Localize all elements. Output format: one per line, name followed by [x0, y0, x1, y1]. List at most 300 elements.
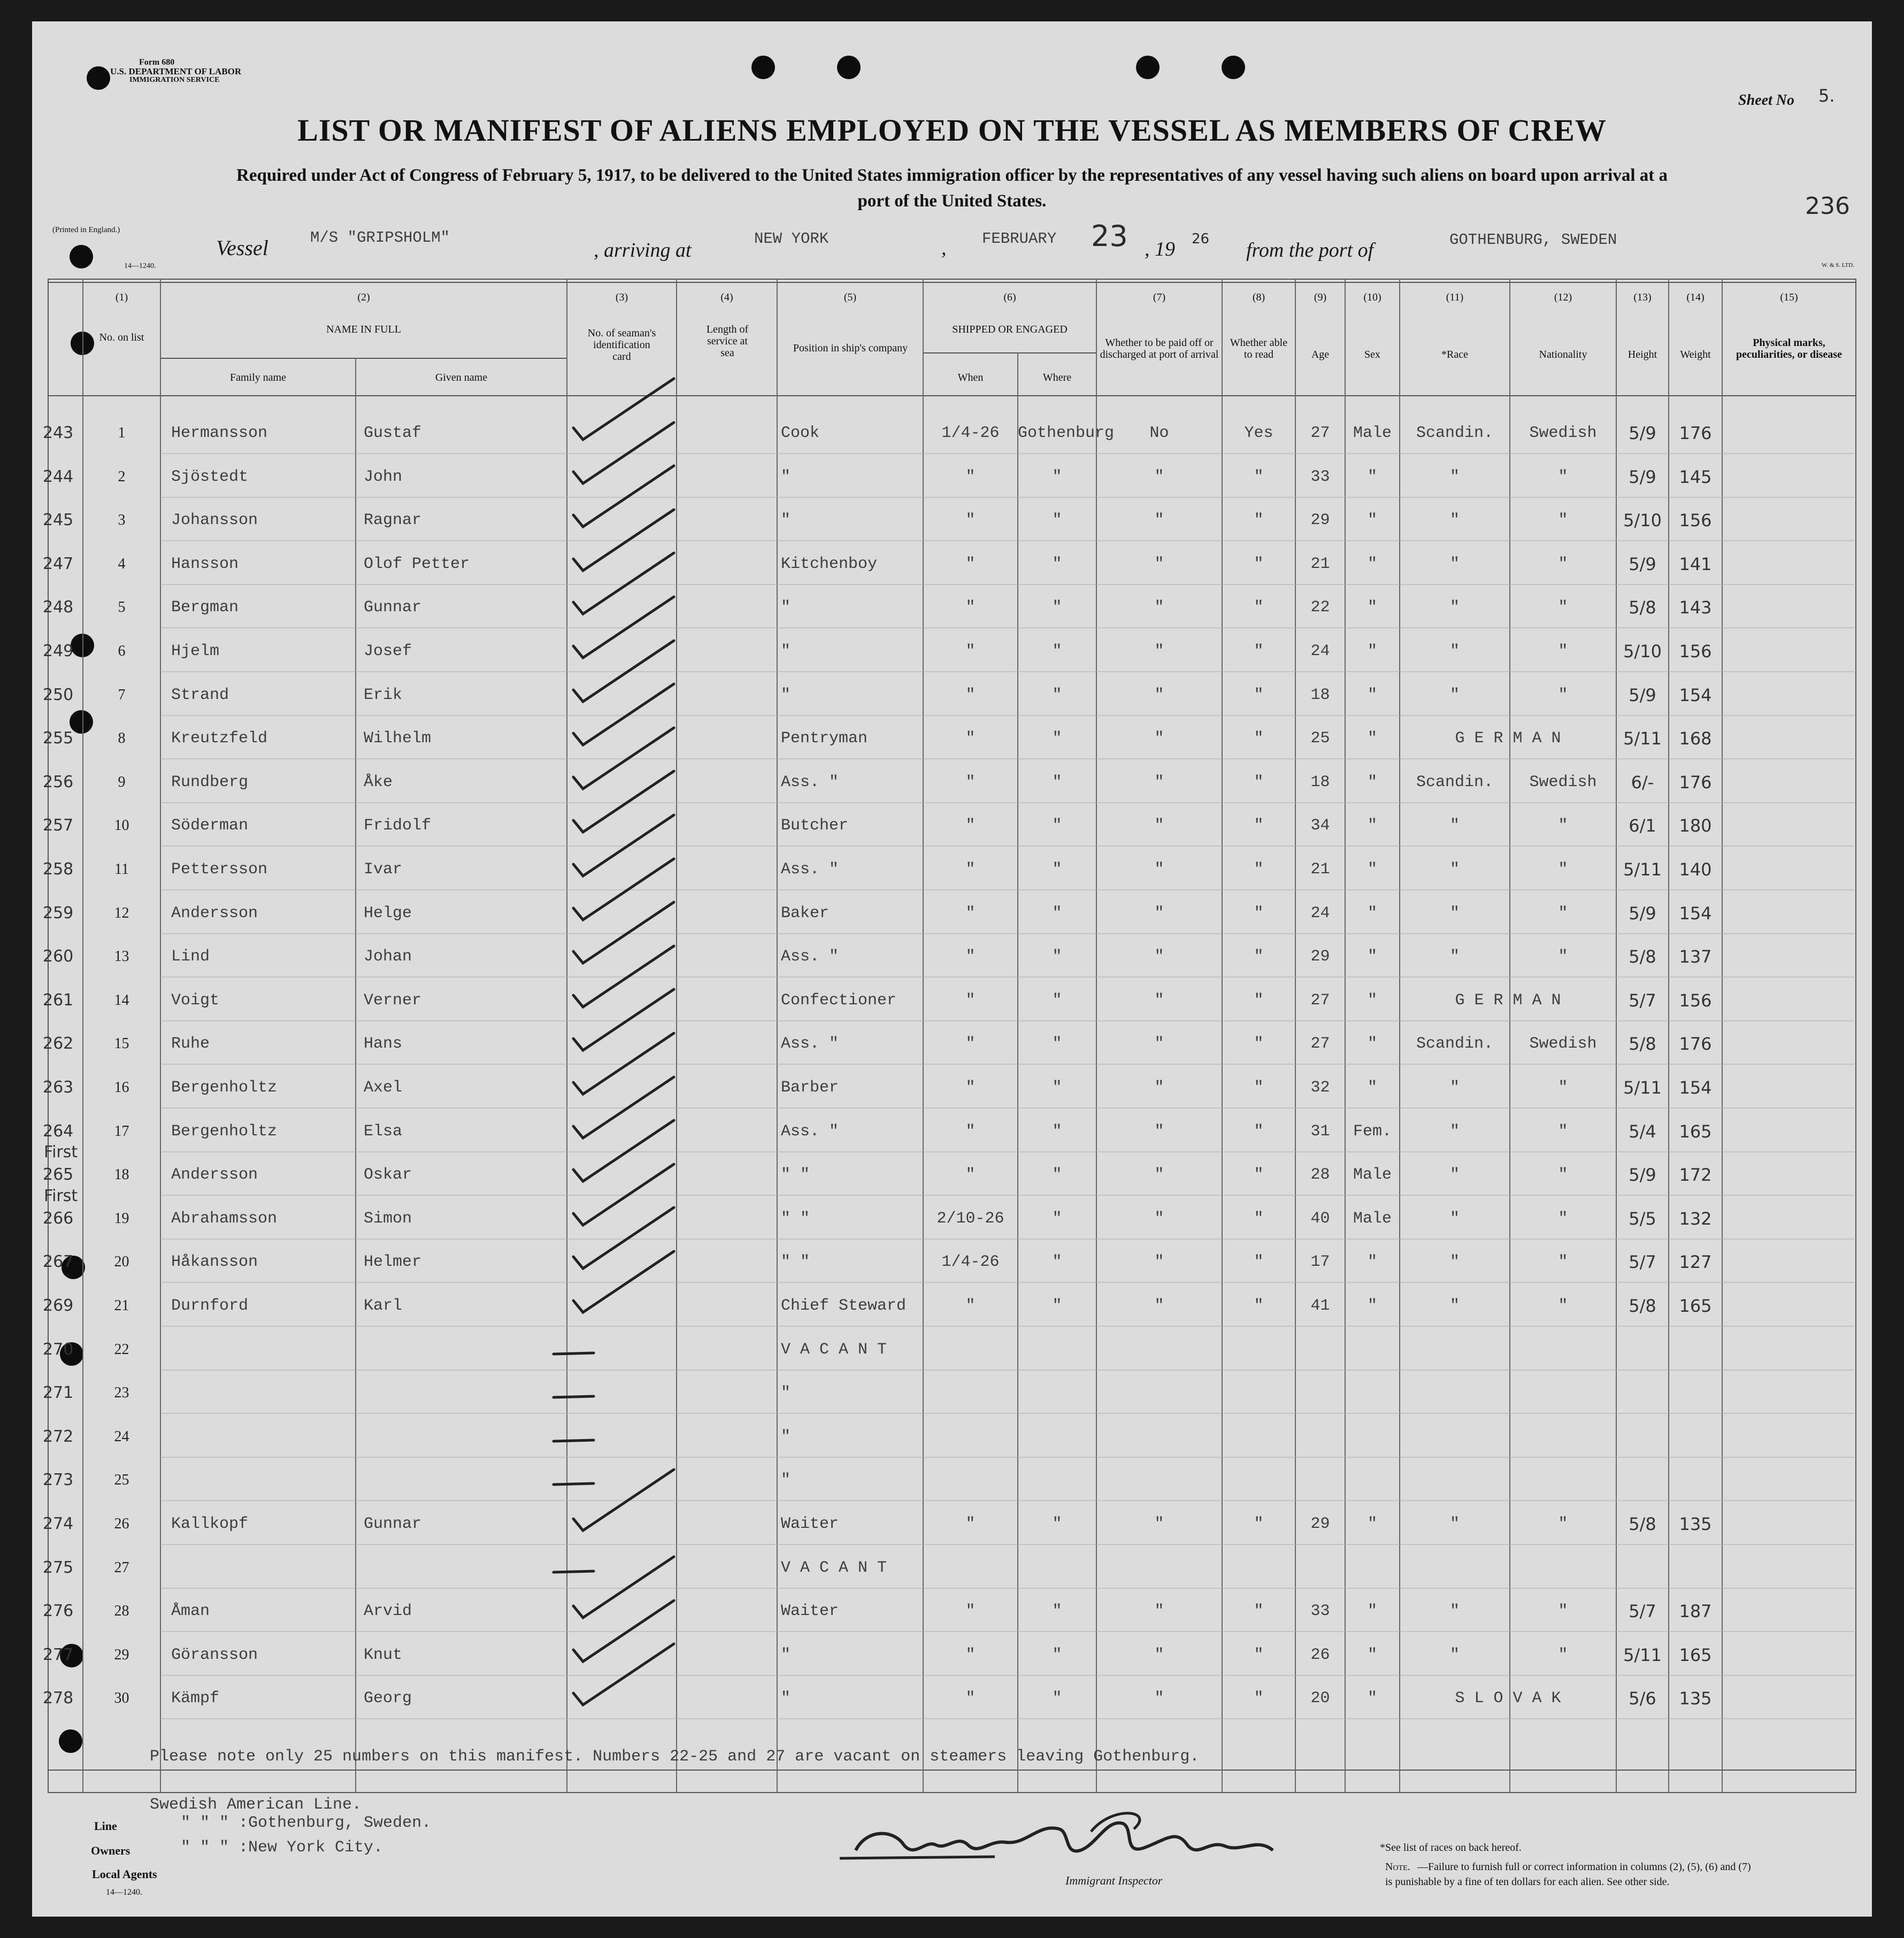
no-cell: 2 [118, 468, 126, 485]
when-cell: " [965, 817, 976, 835]
family-cell: Håkansson [171, 1253, 258, 1271]
sex-cell: " [1367, 817, 1377, 835]
sex-cell: " [1367, 1253, 1377, 1271]
given-cell: Axel [364, 1079, 403, 1097]
race-cell: " [1449, 948, 1460, 966]
read-cell: " [1254, 1646, 1264, 1664]
race-cell: " [1449, 860, 1460, 879]
position-cell: Confectioner [781, 991, 897, 1010]
age-cell: 20 [1310, 1689, 1330, 1708]
weight-cell: 154 [1679, 903, 1712, 924]
height-cell: 5/7 [1629, 1601, 1656, 1621]
check-mark [573, 902, 674, 963]
read-cell: " [1254, 1515, 1264, 1533]
col13-number: (13) [1633, 291, 1652, 303]
reference-number: 273 [43, 1471, 74, 1489]
reference-number: 278 [43, 1689, 74, 1708]
sex-cell: Fem. [1353, 1122, 1392, 1141]
family-cell: Bergenholtz [171, 1122, 278, 1141]
family-cell: Sjöstedt [171, 468, 249, 486]
reference-number: 274 [43, 1514, 74, 1533]
paid-cell: " [1154, 1646, 1164, 1664]
nationality-cell: " [1558, 817, 1568, 835]
no-cell: 13 [114, 948, 129, 965]
race-cell: " [1449, 511, 1460, 529]
when-cell: 1/4-26 [941, 1253, 1000, 1271]
sex-cell: " [1367, 511, 1377, 529]
col5-header: Position in ship's company [793, 342, 908, 354]
manifest-sheet [32, 21, 1872, 1917]
family-cell: Ruhe [171, 1035, 210, 1053]
given-cell: Elsa [364, 1122, 403, 1141]
dash-mark [554, 1571, 594, 1572]
given-cell: Gunnar [364, 598, 422, 617]
reference-number: 264 [43, 1122, 74, 1141]
where-cell: " [1052, 511, 1062, 529]
height-cell: 5/9 [1629, 1165, 1656, 1185]
printer-mark: W. & S. LTD. [1822, 262, 1854, 268]
no-cell: 5 [118, 599, 126, 616]
reference-number: 259 [43, 904, 74, 922]
form-code: 14—1240. [124, 262, 156, 270]
reference-number: 266 [43, 1209, 74, 1228]
sex-cell: " [1367, 1689, 1377, 1708]
no-cell: 20 [114, 1253, 129, 1270]
no-cell: 29 [114, 1647, 129, 1663]
check-mark [573, 1644, 674, 1705]
department: U.S. DEPARTMENT OF LABOR [110, 66, 242, 76]
family-cell: Hermansson [171, 424, 268, 442]
read-cell: Yes [1244, 424, 1273, 442]
paid-cell: " [1154, 642, 1164, 660]
when-cell: " [965, 511, 976, 529]
sex-cell: " [1367, 991, 1377, 1010]
where-cell: " [1052, 598, 1062, 617]
no-cell: 8 [118, 730, 126, 747]
position-cell: " [781, 686, 791, 704]
nationality-cell: " [1558, 1210, 1568, 1228]
owners-label: Owners [91, 1844, 130, 1857]
family-cell: Durnford [171, 1297, 249, 1315]
reference-number: 277 [43, 1645, 74, 1664]
nationality-cell: Swedish [1529, 424, 1597, 442]
nationality-cell: " [1558, 598, 1568, 617]
when-cell: 2/10-26 [936, 1210, 1004, 1228]
sex-cell: " [1367, 1602, 1377, 1620]
weight-cell: 168 [1679, 728, 1712, 749]
reference-number: 275 [43, 1558, 74, 1577]
paid-cell: " [1154, 1210, 1164, 1228]
weight-cell: 180 [1679, 816, 1712, 836]
no-cell: 6 [118, 643, 126, 659]
check-mark [573, 946, 674, 1007]
when-cell: " [965, 1297, 976, 1315]
reference-number: 243 [43, 424, 74, 442]
read-cell: " [1254, 1253, 1264, 1271]
paid-cell: " [1154, 598, 1164, 617]
races-note: *See list of races on back hereof. [1380, 1842, 1522, 1854]
race-cell: " [1449, 1166, 1460, 1184]
col2a-header: Family name [230, 372, 286, 383]
paid-cell: " [1154, 1515, 1164, 1533]
position-cell: Baker [781, 904, 830, 922]
paid-cell: " [1154, 686, 1164, 704]
nationality-cell: " [1558, 904, 1568, 922]
race-cell: Scandin. [1416, 773, 1494, 791]
race-cell: " [1449, 1297, 1460, 1315]
col12-number: (12) [1554, 291, 1572, 303]
given-cell: Ragnar [364, 511, 422, 529]
age-cell: 33 [1310, 1602, 1330, 1620]
race-cell: " [1449, 686, 1460, 704]
position-cell: " " [781, 1166, 810, 1184]
col15-header: Physical marks, peculiarities, or disease [1736, 337, 1842, 360]
sex-cell: " [1367, 1297, 1377, 1315]
check-mark [573, 1557, 674, 1618]
subtitle-line-2: port of the United States. [857, 191, 1047, 211]
check-mark [573, 1601, 674, 1662]
position-cell: Ass. " [781, 773, 839, 791]
check-mark [573, 1077, 674, 1138]
no-cell: 23 [114, 1385, 129, 1401]
sheet-number: 5. [1818, 86, 1835, 106]
manifest-note: Please note only 25 numbers on this manifest. Numbers 22-25 and 27 are vacant on steamers leaving Gothenburg. [150, 1748, 1200, 1766]
check-mark [573, 510, 674, 571]
sex-cell: " [1367, 948, 1377, 966]
paid-cell: " [1154, 1079, 1164, 1097]
given-cell: Helge [364, 904, 412, 922]
col2-number: (2) [357, 291, 370, 303]
read-cell: " [1254, 1689, 1264, 1708]
no-cell: 3 [118, 512, 126, 528]
weight-cell: 156 [1679, 510, 1712, 530]
reference-number: 248 [43, 598, 74, 617]
when-cell: " [965, 1646, 976, 1664]
weight-cell: 140 [1679, 859, 1712, 880]
nationality-cell: " [1558, 1122, 1568, 1141]
given-cell: Georg [364, 1689, 412, 1708]
read-cell: " [1254, 511, 1264, 529]
family-cell: Bergenholtz [171, 1079, 278, 1097]
height-cell: 5/7 [1629, 990, 1656, 1011]
weight-cell: 137 [1679, 947, 1712, 967]
nationality-cell: " [1558, 468, 1568, 486]
family-cell: Göransson [171, 1646, 258, 1664]
when-cell: " [965, 1602, 976, 1620]
given-cell: Arvid [364, 1602, 412, 1620]
no-cell: 4 [118, 556, 126, 572]
height-cell: 6/- [1631, 772, 1654, 793]
reference-number: 256 [43, 773, 74, 791]
age-cell: 18 [1310, 686, 1330, 704]
family-cell: Hansson [171, 555, 239, 573]
col9-number: (9) [1314, 291, 1327, 303]
given-cell: Helmer [364, 1253, 422, 1271]
where-cell: " [1052, 860, 1062, 879]
family-cell: Abrahamsson [171, 1210, 278, 1228]
col14-number: (14) [1686, 291, 1705, 303]
year-prefix: , 19 [1145, 238, 1175, 260]
read-cell: " [1254, 991, 1264, 1010]
weight-cell: 176 [1679, 772, 1712, 793]
where-cell: " [1052, 904, 1062, 922]
weight-cell: 154 [1679, 685, 1712, 705]
where-cell: " [1052, 817, 1062, 835]
nationality-cell: " [1558, 555, 1568, 573]
when-cell: " [965, 1689, 976, 1708]
vessel-label: Vessel [216, 236, 268, 260]
no-cell: 9 [118, 774, 126, 790]
age-cell: 17 [1310, 1253, 1330, 1271]
col2b-header: Given name [435, 372, 488, 383]
position-cell: Butcher [781, 817, 849, 835]
family-cell: Bergman [171, 598, 239, 617]
nationality-cell: " [1558, 1079, 1568, 1097]
age-cell: 25 [1310, 729, 1330, 748]
weight-cell: 156 [1679, 641, 1712, 662]
race-cell: " [1449, 468, 1460, 486]
nationality-cell: Swedish [1529, 1035, 1597, 1053]
position-cell: " [781, 468, 791, 486]
year-suffix: 26 [1192, 231, 1210, 247]
no-cell: 18 [114, 1166, 129, 1183]
sex-cell: " [1367, 1035, 1377, 1053]
subtitle-line-1: Required under Act of Congress of February 5, 1917, to be delivered to the United States immigration officer by the representatives of any vessel having such aliens on board upon arrival at a [236, 166, 1668, 185]
nationality-cell: " [1558, 860, 1568, 879]
where-cell: " [1052, 1297, 1062, 1315]
age-cell: 28 [1310, 1166, 1330, 1184]
read-cell: " [1254, 1035, 1264, 1053]
reference-number: 247 [43, 555, 74, 573]
given-cell: Åke [364, 773, 393, 791]
position-cell: " " [781, 1210, 810, 1228]
read-cell: " [1254, 1079, 1264, 1097]
nationality-cell: " [1558, 1166, 1568, 1184]
check-mark [573, 859, 674, 920]
position-cell: " [781, 1689, 791, 1708]
height-cell: 5/7 [1629, 1252, 1656, 1272]
arriving-label: , arriving at [594, 239, 692, 262]
where-cell: Gothenburg [1018, 424, 1115, 442]
age-cell: 27 [1310, 424, 1330, 442]
weight-cell: 145 [1679, 467, 1712, 487]
weight-cell: 165 [1679, 1121, 1712, 1142]
race-cell: " [1449, 1122, 1460, 1141]
col1-number: (1) [115, 291, 128, 303]
where-cell: " [1052, 642, 1062, 660]
check-mark [573, 597, 674, 658]
form-number: Form 680 [139, 58, 175, 67]
height-cell: 5/11 [1623, 1078, 1662, 1098]
position-cell: Ass. " [781, 860, 839, 879]
note-text-2: is punishable by a fine of ten dollars for each alien. See other side. [1385, 1876, 1670, 1888]
position-cell: " [781, 1428, 791, 1446]
paid-cell: No [1149, 424, 1169, 442]
paid-cell: " [1154, 1035, 1164, 1053]
age-cell: 32 [1310, 1079, 1330, 1097]
when-cell: " [965, 686, 976, 704]
check-mark [573, 815, 674, 876]
no-cell: 14 [114, 992, 129, 1009]
age-cell: 27 [1310, 1035, 1330, 1053]
position-cell: Ass. " [781, 1122, 839, 1141]
height-cell: 5/10 [1623, 641, 1662, 662]
age-cell: 29 [1310, 511, 1330, 529]
check-mark [573, 466, 674, 527]
col7-header: Whether to be paid off or discharged at port of arrival [1100, 337, 1219, 360]
age-cell: 24 [1310, 642, 1330, 660]
height-cell: 5/11 [1623, 859, 1662, 880]
family-cell: Strand [171, 686, 229, 704]
given-cell: Josef [364, 642, 412, 660]
read-cell: " [1254, 468, 1264, 486]
height-cell: 5/9 [1629, 554, 1656, 574]
given-cell: Hans [364, 1035, 403, 1053]
col11-number: (11) [1446, 291, 1464, 303]
height-cell: 5/8 [1629, 1034, 1656, 1054]
read-cell: " [1254, 1122, 1264, 1141]
no-cell: 12 [114, 905, 129, 921]
reference-number: 263 [43, 1078, 74, 1097]
footer-form-code: 14—1240. [106, 1888, 142, 1897]
given-cell: Verner [364, 991, 422, 1010]
reference-number: 244 [43, 467, 74, 486]
where-cell: " [1052, 1210, 1062, 1228]
given-cell: Ivar [364, 860, 403, 879]
given-cell: Karl [364, 1297, 403, 1315]
paid-cell: " [1154, 555, 1164, 573]
weight-cell: 132 [1679, 1209, 1712, 1229]
nationality-cell: " [1558, 1602, 1568, 1620]
note-text-1: —Failure to furnish full or correct information in columns (2), (5), (6) and (7) [1417, 1861, 1751, 1873]
nationality-cell: " [1558, 1646, 1568, 1664]
read-cell: " [1254, 904, 1264, 922]
reference-number: 257 [43, 816, 74, 835]
reference-number: 249 [43, 642, 74, 660]
no-cell: 1 [118, 425, 126, 441]
paid-cell: " [1154, 511, 1164, 529]
col11-header: *Race [1441, 349, 1468, 360]
check-mark [573, 684, 674, 745]
race-cell: " [1449, 1253, 1460, 1271]
position-cell: Kitchenboy [781, 555, 878, 573]
race-cell: Scandin. [1416, 1035, 1494, 1053]
given-cell: Erik [364, 686, 403, 704]
position-cell: " [781, 598, 791, 617]
col1-header: No. on list [99, 332, 144, 343]
nationality-cell: " [1558, 1253, 1568, 1271]
read-cell: " [1254, 1602, 1264, 1620]
paid-cell: " [1154, 729, 1164, 748]
inspector-label: Immigrant Inspector [1065, 1874, 1163, 1887]
note-label: Note. [1385, 1861, 1410, 1873]
family-cell: Andersson [171, 1166, 258, 1184]
when-cell: " [965, 729, 976, 748]
col4-header: Length of service at sea [706, 324, 749, 359]
read-cell: " [1254, 555, 1264, 573]
when-cell: " [965, 598, 976, 617]
read-cell: " [1254, 729, 1264, 748]
read-cell: " [1254, 773, 1264, 791]
read-cell: " [1254, 817, 1264, 835]
height-cell: 5/8 [1629, 1296, 1656, 1316]
where-cell: " [1052, 1515, 1062, 1533]
check-mark [573, 422, 674, 483]
weight-cell: 135 [1679, 1514, 1712, 1534]
reference-number: 255 [43, 729, 74, 748]
where-cell: " [1052, 1602, 1062, 1620]
col10-header: Sex [1364, 349, 1380, 360]
position-cell: Pentryman [781, 729, 868, 748]
paid-cell: " [1154, 904, 1164, 922]
col13-header: Height [1627, 349, 1657, 360]
no-cell: 21 [114, 1297, 129, 1314]
no-cell: 26 [114, 1516, 129, 1532]
reference-number: 272 [43, 1427, 74, 1446]
when-cell: " [965, 1166, 976, 1184]
given-cell: Fridolf [364, 817, 432, 835]
paid-cell: " [1154, 860, 1164, 879]
family-cell: Kreutzfeld [171, 729, 268, 748]
nationality-cell: " [1558, 1515, 1568, 1533]
age-cell: 33 [1310, 468, 1330, 486]
nationality-cell: " [1558, 686, 1568, 704]
paid-cell: " [1154, 1122, 1164, 1141]
paid-cell: " [1154, 1602, 1164, 1620]
read-cell: " [1254, 860, 1264, 879]
age-cell: 41 [1310, 1297, 1330, 1315]
given-cell: Johan [364, 948, 412, 966]
family-cell: Hjelm [171, 642, 220, 660]
read-cell: " [1254, 686, 1264, 704]
paid-cell: " [1154, 817, 1164, 835]
height-cell: 5/6 [1629, 1688, 1656, 1709]
when-cell: " [965, 555, 976, 573]
reference-number: 276 [43, 1602, 74, 1620]
race-cell: Scandin. [1416, 424, 1494, 442]
family-cell: Voigt [171, 991, 220, 1010]
weight-cell: 165 [1679, 1645, 1712, 1665]
paid-cell: " [1154, 1253, 1164, 1271]
col6-header: SHIPPED OR ENGAGED [952, 324, 1068, 335]
race-cell: " [1449, 1646, 1460, 1664]
where-cell: " [1052, 1166, 1062, 1184]
no-cell: 11 [114, 861, 129, 878]
no-cell: 27 [114, 1559, 129, 1576]
col3-number: (3) [615, 291, 628, 303]
age-cell: 22 [1310, 598, 1330, 617]
no-cell: 17 [114, 1123, 129, 1140]
race-cell: " [1449, 555, 1460, 573]
inspector-signature [834, 1808, 1316, 1872]
race-cell: " [1449, 1602, 1460, 1620]
age-cell: 29 [1310, 1515, 1330, 1533]
check-mark [573, 641, 674, 702]
line-label: Line [94, 1819, 117, 1833]
reference-number: 271 [43, 1383, 74, 1402]
printed-note: (Printed in England.) [52, 226, 120, 234]
weight-cell: 176 [1679, 1034, 1712, 1054]
where-cell: " [1052, 1035, 1062, 1053]
weight-cell: 187 [1679, 1601, 1712, 1621]
height-cell: 5/9 [1629, 423, 1656, 443]
no-cell: 19 [114, 1210, 129, 1227]
check-mark [573, 771, 674, 832]
col4-number: (4) [720, 291, 733, 303]
sex-cell: " [1367, 686, 1377, 704]
given-cell: Olof Petter [364, 555, 470, 573]
sex-cell: Male [1353, 424, 1392, 442]
